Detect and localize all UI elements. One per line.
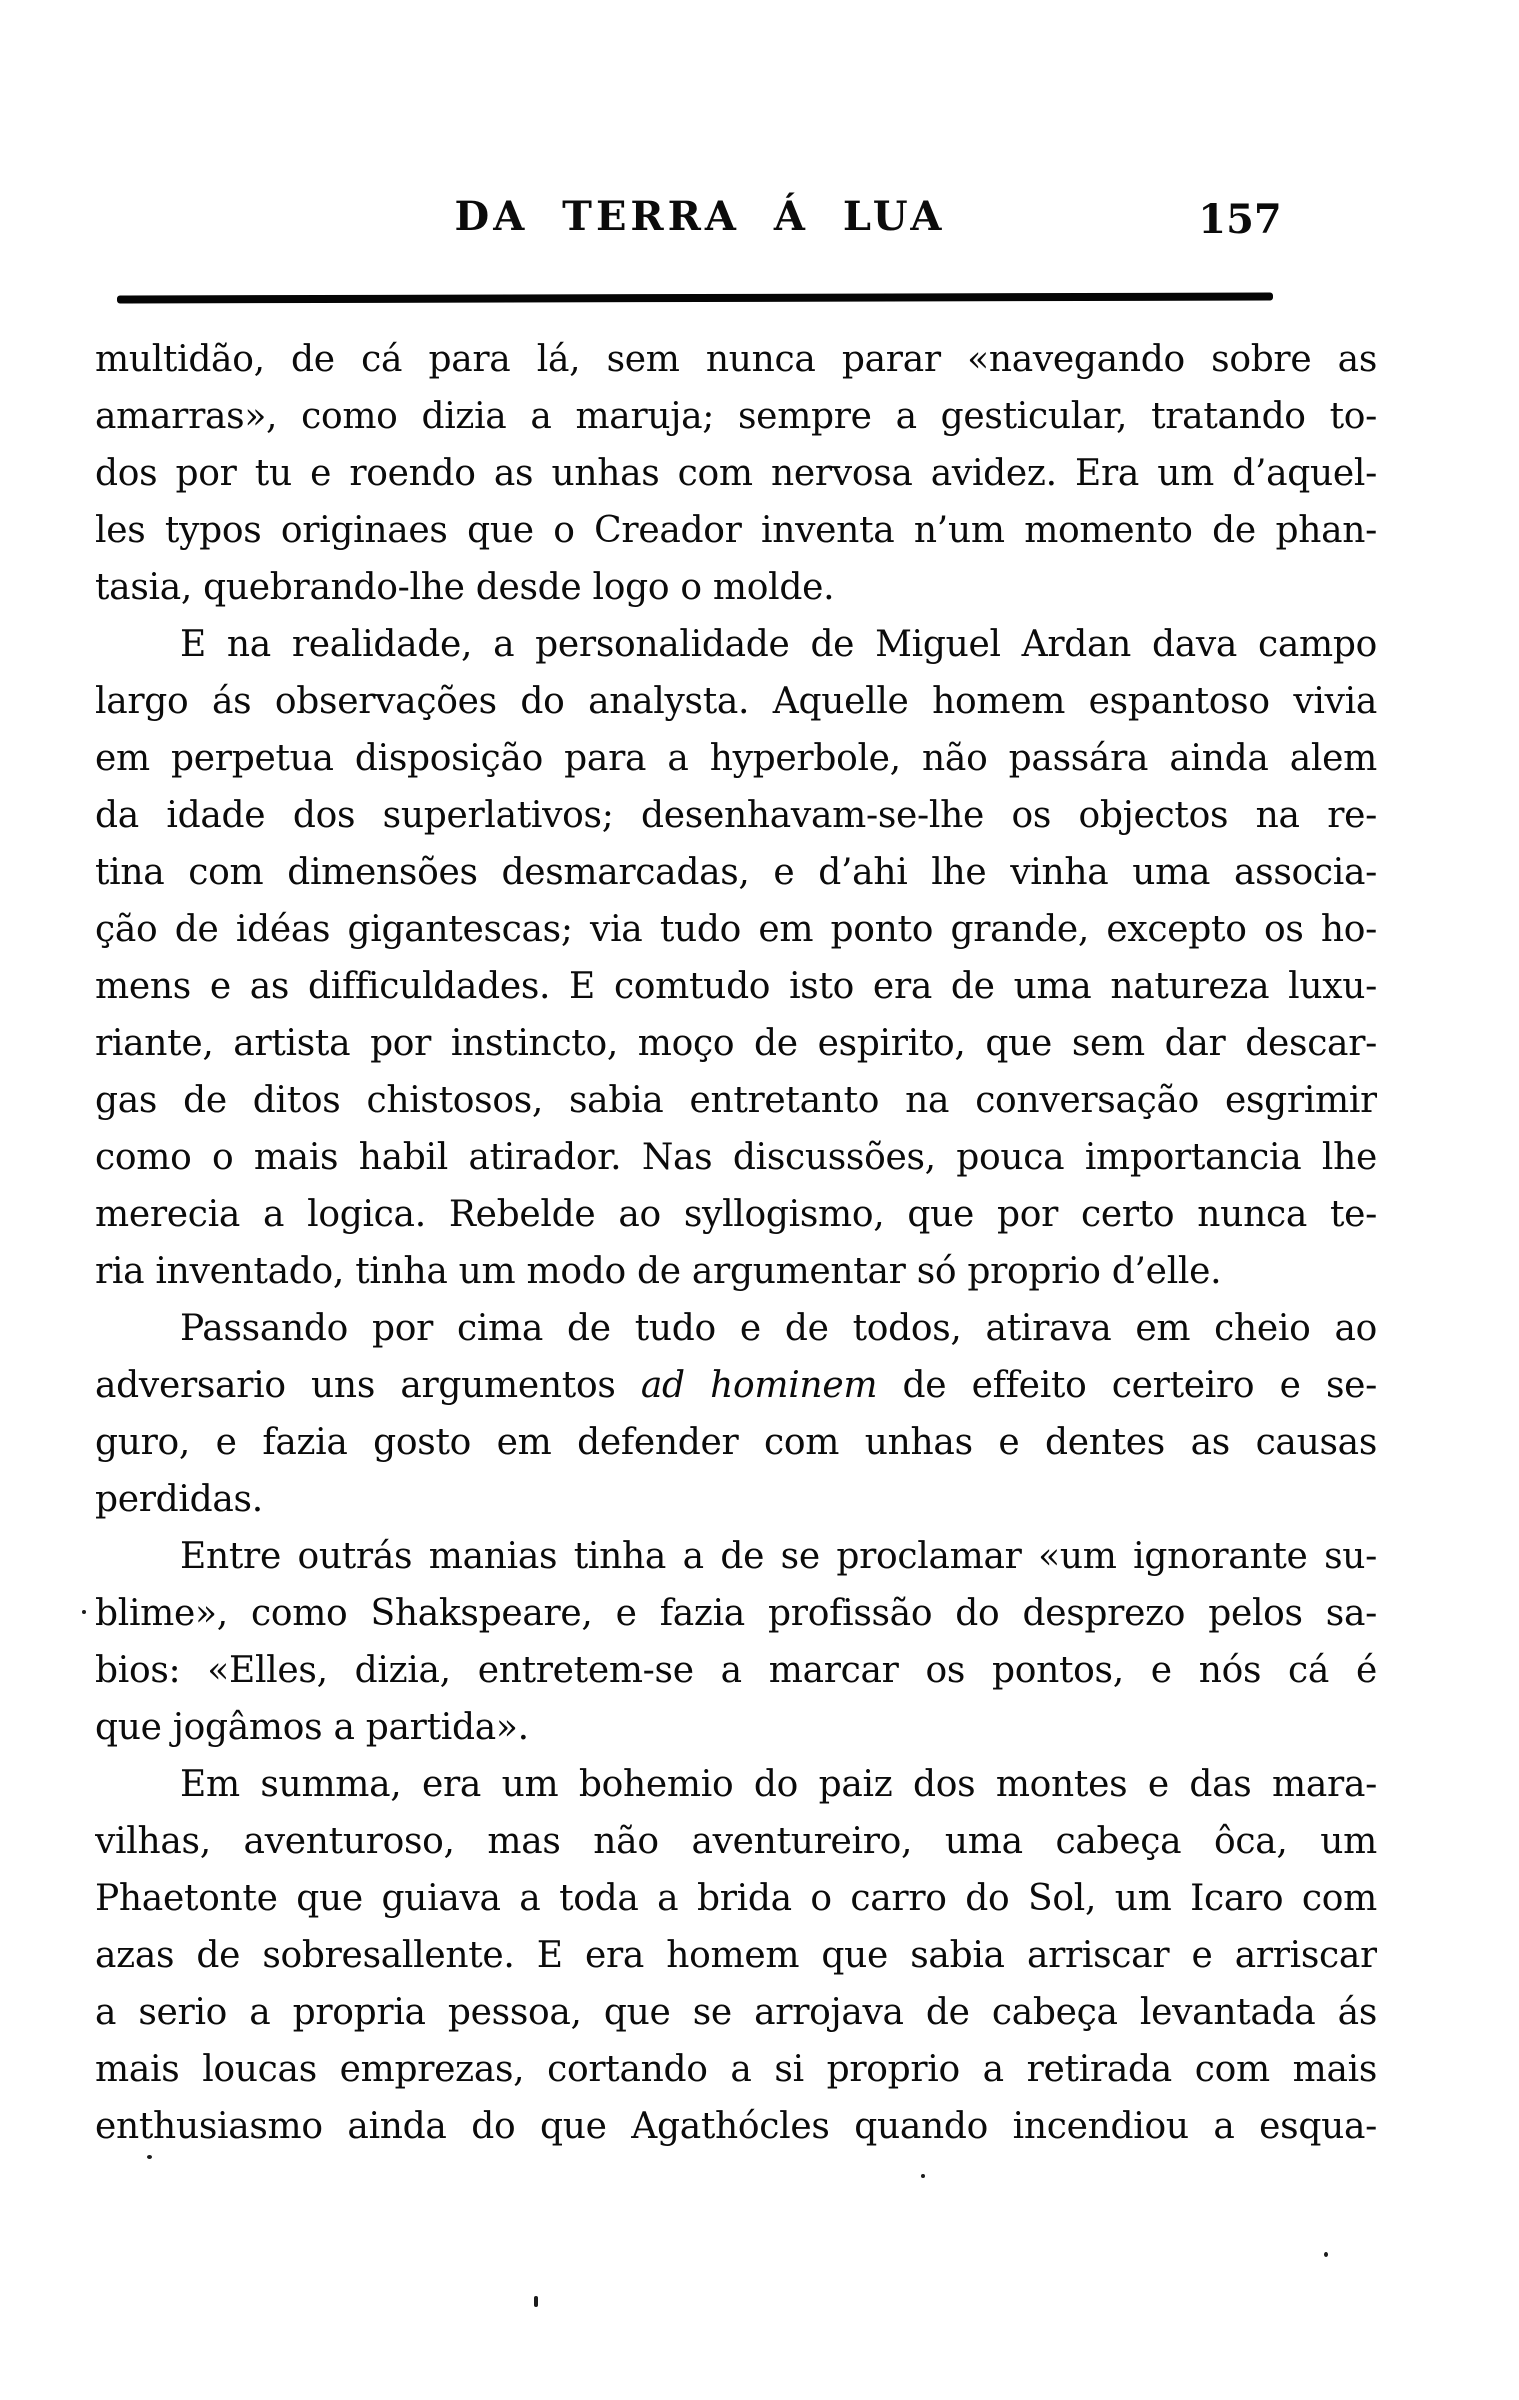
text-line — [95, 958, 1377, 1015]
text-segment: Passando por cima de tudo e de todos, atirava em cheio ao — [180, 1308, 1377, 1349]
scan-speck — [534, 2296, 538, 2307]
text-segment: azas de sobresallente. E era homem que sabia arriscar e arriscar — [95, 1935, 1377, 1976]
text-segment: multidão, de cá para lá, sem nunca parar «navegando sobre as — [95, 339, 1377, 380]
text-line — [95, 388, 1377, 445]
page-number: 157 — [1198, 196, 1282, 243]
text-segment: les typos originaes que o Creador inventa n’um momento de phan- — [95, 510, 1377, 551]
header-rule — [117, 292, 1273, 303]
text-segment: guro, e fazia gosto em defender com unhas e dentes as causas — [95, 1422, 1377, 1463]
text-segment: dos por tu e roendo as unhas com nervosa avidez. Era um d’aquel- — [95, 453, 1377, 494]
text-segment: mens e as difficuldades. E comtudo isto era de uma natureza luxu- — [95, 966, 1377, 1007]
text-line — [95, 1300, 1377, 1357]
text-segment: em perpetua disposição para a hyperbole, não passára ainda alem — [95, 738, 1377, 779]
text-segment: amarras», como dizia a maruja; sempre a gesticular, tratando to- — [95, 396, 1377, 437]
paragraph — [95, 616, 1377, 1300]
text-line — [95, 1414, 1377, 1471]
text-line — [95, 2098, 1377, 2155]
text-line — [95, 844, 1377, 901]
text-body — [95, 331, 1377, 2155]
scan-speck — [82, 1610, 86, 1614]
scan-speck — [147, 2155, 152, 2159]
text-line — [95, 1243, 1377, 1300]
scan-speck — [921, 2174, 925, 2178]
text-segment: Entre outrás manias tinha a de se proclamar «um ignorante su- — [180, 1536, 1377, 1577]
text-line — [95, 559, 1377, 616]
text-line — [95, 1186, 1377, 1243]
paragraph — [95, 1528, 1377, 1756]
text-segment: da idade dos superlativos; desenhavam-se-lhe os objectos na re- — [95, 795, 1377, 836]
text-segment: que jogâmos a partida». — [95, 1707, 529, 1748]
text-line — [95, 1129, 1377, 1186]
running-header-title: DA TERRA Á LUA — [454, 193, 946, 240]
text-segment: adversario uns argumentos — [95, 1365, 641, 1406]
text-line — [95, 1585, 1377, 1642]
text-line — [95, 901, 1377, 958]
text-line — [95, 730, 1377, 787]
paragraph — [95, 331, 1377, 616]
text-segment: merecia a logica. Rebelde ao syllogismo, que por certo nunca te- — [95, 1194, 1377, 1235]
text-segment: Em summa, era um bohemio do paiz dos montes e das mara- — [180, 1764, 1377, 1805]
text-line — [95, 1357, 1377, 1414]
text-segment: ria inventado, tinha um modo de argumentar só proprio d’elle. — [95, 1251, 1222, 1292]
text-line — [95, 673, 1377, 730]
text-segment: como o mais habil atirador. Nas discussões, pouca importancia lhe — [95, 1137, 1377, 1178]
text-segment: gas de ditos chistosos, sabia entretanto na conversação esgrimir — [95, 1080, 1377, 1121]
text-segment: mais loucas emprezas, cortando a si proprio a retirada com mais — [95, 2049, 1377, 2090]
text-segment: enthusiasmo ainda do que Agathócles quando incendiou a esqua- — [95, 2106, 1377, 2147]
text-line — [95, 1756, 1377, 1813]
text-segment: Phaetonte que guiava a toda a brida o carro do Sol, um Icaro com — [95, 1878, 1377, 1919]
paragraph — [95, 1300, 1377, 1528]
text-segment: tasia, quebrando-lhe desde logo o molde. — [95, 567, 835, 608]
text-line — [95, 1642, 1377, 1699]
italic-phrase: ad hominem — [640, 1365, 878, 1406]
text-line — [95, 1699, 1377, 1756]
text-segment: ção de idéas gigantescas; via tudo em ponto grande, excepto os ho- — [95, 909, 1377, 950]
text-line — [95, 616, 1377, 673]
text-segment: perdidas. — [95, 1479, 263, 1520]
text-line — [95, 1528, 1377, 1585]
text-segment: blime», como Shakspeare, e fazia profissão do desprezo pelos sa- — [95, 1593, 1377, 1634]
scan-speck — [1324, 2252, 1328, 2257]
text-segment: a serio a propria pessoa, que se arrojava de cabeça levantada ás — [95, 1992, 1377, 2033]
text-line — [95, 1870, 1377, 1927]
text-line — [95, 502, 1377, 559]
text-line — [95, 445, 1377, 502]
text-segment: de effeito certeiro e se- — [877, 1365, 1377, 1406]
text-line — [95, 1471, 1377, 1528]
text-line — [95, 331, 1377, 388]
text-line — [95, 1984, 1377, 2041]
paragraph — [95, 1756, 1377, 2155]
text-segment: riante, artista por instincto, moço de espirito, que sem dar descar- — [95, 1023, 1377, 1064]
text-segment: tina com dimensões desmarcadas, e d’ahi lhe vinha uma associa- — [95, 852, 1377, 893]
text-line — [95, 787, 1377, 844]
text-line — [95, 1927, 1377, 1984]
text-segment: E na realidade, a personalidade de Miguel Ardan dava campo — [180, 624, 1377, 665]
text-line — [95, 1015, 1377, 1072]
text-segment: largo ás observações do analysta. Aquelle homem espantoso vivia — [95, 681, 1377, 722]
text-segment: vilhas, aventuroso, mas não aventureiro, uma cabeça ôca, um — [95, 1821, 1377, 1862]
text-segment: bios: «Elles, dizia, entretem-se a marcar os pontos, e nós cá é — [95, 1650, 1377, 1691]
text-line — [95, 1072, 1377, 1129]
text-line — [95, 1813, 1377, 1870]
text-line — [95, 2041, 1377, 2098]
